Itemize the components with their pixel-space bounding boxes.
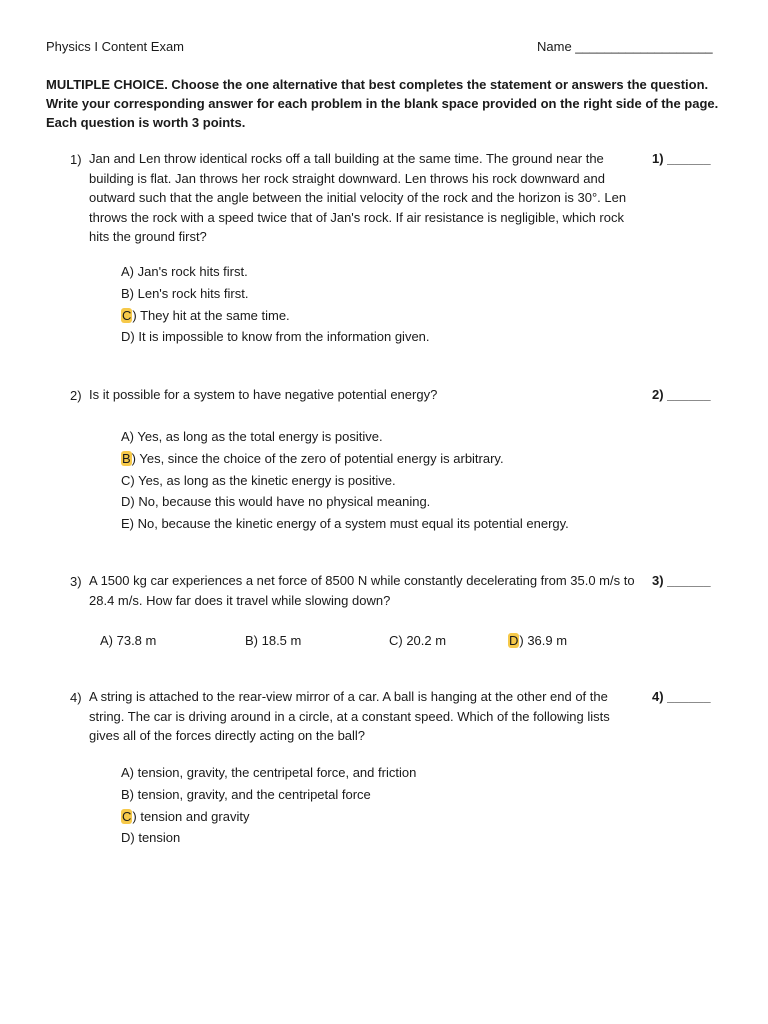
choice-letter: D	[121, 830, 131, 846]
choice-3c	[389, 631, 446, 651]
choice-letter: A	[121, 264, 130, 279]
question-number: 2)	[70, 388, 82, 403]
choice-3b	[245, 631, 301, 651]
choice-letter: B	[121, 285, 130, 301]
answer-blank-4: 4) ______	[652, 689, 711, 704]
choice-text: ) 20.2 m	[398, 633, 447, 648]
choice-letter: B	[245, 633, 254, 648]
exam-title: Physics I Content Exam	[46, 39, 184, 54]
choices-1	[121, 262, 430, 349]
choice-3d	[508, 631, 567, 651]
choice-text: ) Yes, as long as the total energy is positive.	[129, 429, 383, 444]
name-field-label: Name ___________________	[537, 39, 713, 54]
choice-text: ) No, because the kinetic energy of a system must equal its potential energy.	[129, 516, 569, 532]
choice-text: ) No, because this would have no physical meaning.	[130, 494, 431, 510]
choice-text: ) 18.5 m	[253, 633, 302, 648]
choice-text: ) tension	[130, 830, 181, 846]
choice-text: ) 73.8 m	[108, 633, 157, 648]
answer-blank-1: 1) ______	[652, 151, 711, 166]
choice-2e	[121, 514, 569, 536]
choice-4c	[121, 807, 416, 829]
choice-text: ) It is impossible to know from the information given.	[130, 329, 430, 345]
choice-letter: D	[121, 329, 131, 345]
choice-text: ) Yes, as long as the kinetic energy is positive.	[130, 472, 396, 488]
choice-2c	[121, 471, 569, 493]
question-text: A string is attached to the rear-view mirror of a car. A ball is hanging at the other end of the string. The car is driving around in a circle, at a constant speed. Which of the following lists gives all of the forces directly acting on the ball?	[89, 689, 610, 743]
choice-text: ) They hit at the same time.	[132, 307, 290, 323]
choice-4a	[121, 763, 416, 785]
choice-letter: C	[121, 472, 131, 488]
choice-letter: B	[121, 786, 130, 802]
choice-letter: A	[100, 633, 109, 648]
choice-text: ) Jan's rock hits first.	[129, 264, 248, 279]
choice-4b	[121, 785, 416, 807]
choice-1a	[121, 262, 430, 284]
question-number: 4)	[70, 690, 82, 705]
choice-letter: A	[121, 429, 130, 444]
choice-text: ) tension, gravity, the centripetal force, and friction	[129, 765, 417, 780]
choice-letter: E	[121, 516, 130, 532]
highlighted-answer-letter: C	[122, 307, 132, 323]
choice-1b	[121, 284, 430, 306]
choice-2a	[121, 427, 569, 449]
instructions: MULTIPLE CHOICE. Choose the one alternative that best completes the statement or answers the question. Write your corresponding answer for each problem in the blank space provided on the right side of the page. Each question is worth 3 points.	[46, 77, 719, 130]
highlighted-answer-letter: D	[509, 633, 519, 648]
question-number: 3)	[70, 574, 82, 589]
choice-2d	[121, 492, 569, 514]
choice-text: ) Len's rock hits first.	[129, 285, 249, 301]
choice-text: ) tension and gravity	[132, 808, 250, 824]
question-2	[70, 385, 640, 405]
choice-text: ) 36.9 m	[519, 633, 568, 648]
question-3	[70, 571, 640, 610]
choice-2b	[121, 449, 569, 471]
choice-letter: C	[389, 633, 399, 648]
choice-3a	[100, 631, 156, 651]
question-number: 1)	[70, 152, 82, 167]
question-text: A 1500 kg car experiences a net force of 8500 N while constantly decelerating from 35.0 m/s to 28.4 m/s. How far does it travel while slowing down?	[89, 573, 635, 608]
question-1	[70, 149, 640, 247]
choice-1d	[121, 327, 430, 349]
choice-1c	[121, 306, 430, 328]
highlighted-answer-letter: C	[122, 808, 132, 824]
choices-2	[121, 427, 569, 536]
answer-blank-2: 2) ______	[652, 387, 711, 402]
answer-blank-3: 3) ______	[652, 573, 711, 588]
choices-4	[121, 763, 416, 850]
choice-letter: D	[121, 494, 131, 510]
choice-text: ) Yes, since the choice of the zero of potential energy is arbitrary.	[131, 450, 504, 466]
choice-4d	[121, 828, 416, 850]
highlighted-answer-letter: B	[122, 450, 131, 466]
question-text: Jan and Len throw identical rocks off a tall building at the same time. The ground near the building is flat. Jan throws her rock straight downward. Len throws his rock downward and outward such that the angle between the initial velocity of the rock and the horizon is 30°. Len throws the rock with a speed twice that of Jan's rock. If air resistance is negligible, which rock hits the ground first?	[89, 151, 627, 244]
choice-letter: A	[121, 765, 130, 780]
question-text: Is it possible for a system to have negative potential energy?	[89, 387, 438, 402]
question-4	[70, 687, 640, 746]
choice-text: ) tension, gravity, and the centripetal force	[129, 786, 371, 802]
